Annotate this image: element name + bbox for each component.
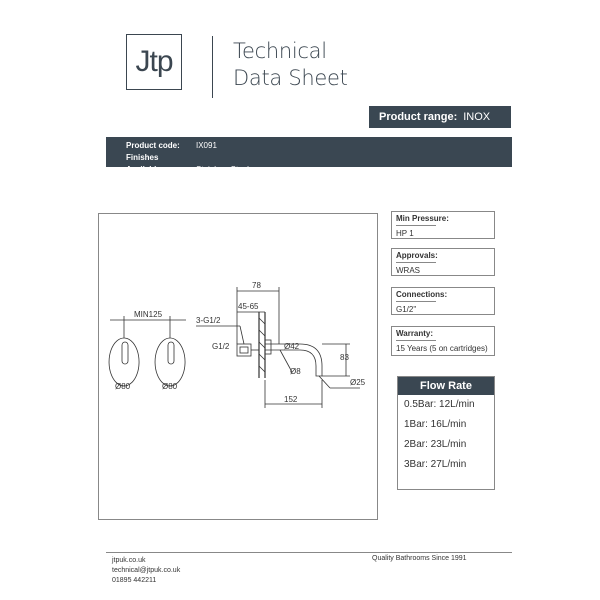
dim-152: 152 (284, 395, 298, 404)
page-title (233, 38, 348, 92)
product-range-value: INOX (463, 111, 491, 123)
dim-78: 78 (252, 281, 261, 290)
spec-warranty (391, 326, 495, 356)
finish-label: Finishes Available: (126, 153, 164, 174)
right-handle-outline (168, 342, 174, 364)
title-line-2: Data Sheet (233, 66, 348, 90)
footer-website[interactable]: jtpuk.co.uk (112, 557, 146, 564)
spec-value: HP 1 (396, 229, 414, 238)
spec-label: Approvals: (396, 251, 438, 260)
dim-o42: Ø42 (284, 342, 300, 351)
flow-rate-title: Flow Rate (398, 377, 494, 395)
valve-body (237, 344, 251, 356)
dim-o80-right: Ø80 (162, 382, 178, 391)
spec-value: 15 Years (5 on cartridges) (396, 344, 488, 353)
footer-phone: 01895 442211 (112, 577, 157, 584)
left-plate-outline (109, 338, 139, 386)
jtp-logo (126, 34, 182, 90)
dim-g12: G1/2 (212, 342, 230, 351)
spec-value: G1/2" (396, 305, 417, 314)
right-plate-outline (155, 338, 185, 386)
product-range-label: Product range: (379, 111, 458, 123)
spec-label: Connections: (396, 290, 448, 299)
dim-83: 83 (340, 353, 349, 362)
left-handle-outline (122, 342, 128, 364)
title-line-1: Technical (233, 39, 327, 63)
flow-rate-item: 1Bar: 16L/min (404, 419, 467, 430)
dim-o8: Ø8 (290, 367, 301, 376)
footer-contact (112, 556, 180, 586)
flow-rate-item: 3Bar: 27L/min (404, 459, 467, 470)
dim-min125: MIN125 (134, 310, 163, 319)
footer-email[interactable]: technical@jtpuk.co.uk (112, 567, 181, 574)
spec-connections (391, 287, 495, 315)
product-code-value: IX091 (196, 141, 217, 150)
spec-value: WRAS (396, 266, 420, 275)
dim-45-65: 45-65 (238, 302, 259, 311)
footer-tagline: Quality Bathrooms Since 1991 (372, 555, 467, 562)
logo-text: Jtp (135, 45, 173, 78)
spec-approvals (391, 248, 495, 276)
product-code-label: Product code: (126, 141, 180, 150)
spec-label: Warranty: (396, 329, 434, 338)
footer-divider (106, 552, 512, 553)
dim-o25: Ø25 (350, 378, 366, 387)
spec-min-pressure (391, 211, 495, 239)
flow-rate-box (397, 376, 495, 490)
dim-o80-left: Ø80 (115, 382, 131, 391)
finish-row (126, 152, 512, 176)
finish-value: Stainless Steel (196, 165, 249, 174)
flow-rate-item: 2Bar: 23L/min (404, 439, 467, 450)
product-info-bar (106, 137, 512, 174)
technical-drawing (98, 213, 378, 520)
flow-rate-item: 0.5Bar: 12L/min (404, 399, 475, 410)
product-range-bar (369, 106, 511, 128)
dim-3g12: 3-G1/2 (196, 316, 221, 325)
header-divider (212, 36, 213, 98)
spec-label: Min Pressure: (396, 214, 449, 223)
product-code-row (126, 140, 512, 152)
